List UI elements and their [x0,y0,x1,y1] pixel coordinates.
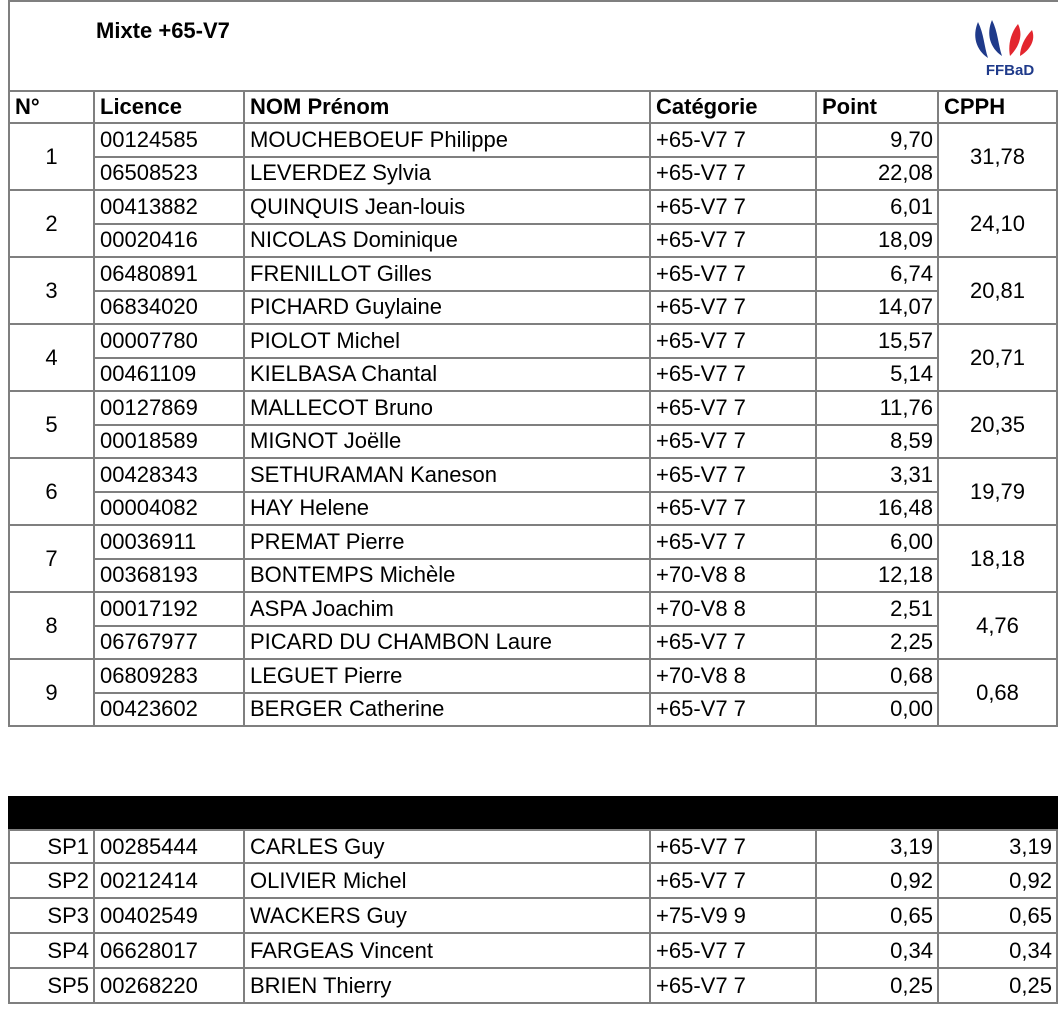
player-name[interactable]: PICHARD Guylaine [245,292,651,326]
player-category[interactable]: +65-V7 7 [651,325,817,359]
single-licence[interactable]: 00212414 [95,864,245,899]
player-point[interactable]: 6,00 [817,526,939,560]
single-point[interactable]: 0,34 [817,934,939,969]
single-licence[interactable]: 00268220 [95,969,245,1004]
pair-cpph[interactable]: 24,10 [939,191,1058,258]
header-point[interactable]: Point [817,90,939,124]
player-name[interactable]: BERGER Catherine [245,694,651,728]
single-name[interactable]: CARLES Guy [245,829,651,864]
player-licence[interactable]: 00036911 [95,526,245,560]
player-name[interactable]: MIGNOT Joëlle [245,426,651,460]
single-name[interactable]: FARGEAS Vincent [245,934,651,969]
pair-rank[interactable]: 7 [8,526,95,593]
player-licence[interactable]: 00020416 [95,225,245,259]
player-name[interactable]: KIELBASA Chantal [245,359,651,393]
player-category[interactable]: +65-V7 7 [651,258,817,292]
pair-cpph[interactable]: 20,35 [939,392,1058,459]
single-name[interactable]: WACKERS Guy [245,899,651,934]
player-licence[interactable]: 00413882 [95,191,245,225]
player-name[interactable]: PICARD DU CHAMBON Laure [245,627,651,661]
player-point[interactable]: 6,74 [817,258,939,292]
title-box [8,0,1058,90]
player-category[interactable]: +65-V7 7 [651,191,817,225]
player-name[interactable]: MOUCHEBOEUF Philippe [245,124,651,158]
pair-cpph[interactable]: 20,81 [939,258,1058,325]
player-category[interactable]: +65-V7 7 [651,426,817,460]
player-category[interactable]: +65-V7 7 [651,694,817,728]
single-category[interactable]: +75-V9 9 [651,899,817,934]
player-category[interactable]: +65-V7 7 [651,124,817,158]
player-licence[interactable]: 00018589 [95,426,245,460]
player-name[interactable]: NICOLAS Dominique [245,225,651,259]
single-point[interactable]: 0,25 [817,969,939,1004]
player-point[interactable]: 2,51 [817,593,939,627]
logo-red-swoosh [1009,24,1020,56]
single-point[interactable]: 0,65 [817,899,939,934]
player-category[interactable]: +70-V8 8 [651,560,817,594]
player-name[interactable]: LEVERDEZ Sylvia [245,158,651,192]
player-point[interactable]: 11,76 [817,392,939,426]
pair-cpph[interactable]: 19,79 [939,459,1058,526]
single-cpph[interactable]: 0,34 [939,934,1058,969]
single-name[interactable]: OLIVIER Michel [245,864,651,899]
player-point[interactable]: 2,25 [817,627,939,661]
player-name[interactable]: LEGUET Pierre [245,660,651,694]
single-name[interactable]: BRIEN Thierry [245,969,651,1004]
player-category[interactable]: +65-V7 7 [651,526,817,560]
player-category[interactable]: +65-V7 7 [651,392,817,426]
pair-cpph[interactable]: 20,71 [939,325,1058,392]
player-point[interactable]: 9,70 [817,124,939,158]
logo-blue-swoosh [989,20,1002,56]
player-point[interactable]: 5,14 [817,359,939,393]
player-category[interactable]: +65-V7 7 [651,292,817,326]
header-cpph[interactable]: CPPH [939,90,1058,124]
player-point[interactable]: 12,18 [817,560,939,594]
player-point[interactable]: 0,68 [817,660,939,694]
player-name[interactable]: SETHURAMAN Kaneson [245,459,651,493]
player-licence[interactable]: 00007780 [95,325,245,359]
player-licence[interactable]: 06767977 [95,627,245,661]
player-point[interactable]: 0,00 [817,694,939,728]
single-cpph[interactable]: 0,65 [939,899,1058,934]
header-licence[interactable]: Licence [95,90,245,124]
player-name[interactable]: PREMAT Pierre [245,526,651,560]
player-licence[interactable]: 06834020 [95,292,245,326]
player-licence[interactable]: 00017192 [95,593,245,627]
header-rank[interactable]: N° [8,90,95,124]
single-category[interactable]: +65-V7 7 [651,969,817,1004]
pair-rank[interactable]: 6 [8,459,95,526]
player-name[interactable]: PIOLOT Michel [245,325,651,359]
single-cpph[interactable]: 0,92 [939,864,1058,899]
player-point[interactable]: 6,01 [817,191,939,225]
pair-rank[interactable]: 8 [8,593,95,660]
single-rank[interactable]: SP1 [8,829,95,864]
player-category[interactable]: +65-V7 7 [651,493,817,527]
player-category[interactable]: +70-V8 8 [651,660,817,694]
player-licence[interactable]: 06508523 [95,158,245,192]
pair-rank[interactable]: 4 [8,325,95,392]
player-point[interactable]: 3,31 [817,459,939,493]
player-licence[interactable]: 00127869 [95,392,245,426]
single-category[interactable]: +65-V7 7 [651,934,817,969]
player-licence[interactable]: 00461109 [95,359,245,393]
player-category[interactable]: +65-V7 7 [651,225,817,259]
single-cpph[interactable]: 3,19 [939,829,1058,864]
player-licence[interactable]: 06809283 [95,660,245,694]
player-category[interactable]: +65-V7 7 [651,158,817,192]
player-point[interactable]: 16,48 [817,493,939,527]
player-category[interactable]: +65-V7 7 [651,359,817,393]
player-point[interactable]: 15,57 [817,325,939,359]
player-point[interactable]: 18,09 [817,225,939,259]
single-point[interactable]: 3,19 [817,829,939,864]
pair-cpph[interactable]: 4,76 [939,593,1058,660]
player-licence[interactable]: 00428343 [95,459,245,493]
pair-cpph[interactable]: 0,68 [939,660,1058,727]
single-licence[interactable]: 00402549 [95,899,245,934]
logo-red-swoosh [1020,30,1033,56]
player-licence[interactable]: 00124585 [95,124,245,158]
player-licence[interactable]: 06480891 [95,258,245,292]
pair-cpph[interactable]: 18,18 [939,526,1058,593]
single-cpph[interactable]: 0,25 [939,969,1058,1004]
player-name[interactable]: QUINQUIS Jean-louis [245,191,651,225]
section-separator [8,796,1058,829]
player-category[interactable]: +65-V7 7 [651,627,817,661]
player-name[interactable]: HAY Helene [245,493,651,527]
single-rank[interactable]: SP3 [8,899,95,934]
pair-cpph[interactable]: 31,78 [939,124,1058,191]
player-licence[interactable]: 00368193 [95,560,245,594]
single-licence[interactable]: 06628017 [95,934,245,969]
single-licence[interactable]: 00285444 [95,829,245,864]
player-name[interactable]: ASPA Joachim [245,593,651,627]
player-point[interactable]: 8,59 [817,426,939,460]
single-rank[interactable]: SP2 [8,864,95,899]
pair-rank[interactable]: 1 [8,124,95,191]
player-licence[interactable]: 00423602 [95,694,245,728]
header-name[interactable]: NOM Prénom [245,90,651,124]
logo-blue-swoosh [975,22,988,58]
player-point[interactable]: 14,07 [817,292,939,326]
player-category[interactable]: +65-V7 7 [651,459,817,493]
player-category[interactable]: +70-V8 8 [651,593,817,627]
player-licence[interactable]: 00004082 [95,493,245,527]
player-name[interactable]: MALLECOT Bruno [245,392,651,426]
single-category[interactable]: +65-V7 7 [651,829,817,864]
pair-rank[interactable]: 3 [8,258,95,325]
header-category[interactable]: Catégorie [651,90,817,124]
pair-rank[interactable]: 5 [8,392,95,459]
single-rank[interactable]: SP5 [8,969,95,1004]
pair-rank[interactable]: 2 [8,191,95,258]
player-name[interactable]: BONTEMPS Michèle [245,560,651,594]
player-point[interactable]: 22,08 [817,158,939,192]
logo-wordmark: FFBaD [985,62,1035,79]
single-category[interactable]: +65-V7 7 [651,864,817,899]
player-name[interactable]: FRENILLOT Gilles [245,258,651,292]
ffbad-logo [970,18,1050,80]
pair-rank[interactable]: 9 [8,660,95,727]
page-title: Mixte +65-V7 [96,18,230,43]
single-point[interactable]: 0,92 [817,864,939,899]
single-rank[interactable]: SP4 [8,934,95,969]
